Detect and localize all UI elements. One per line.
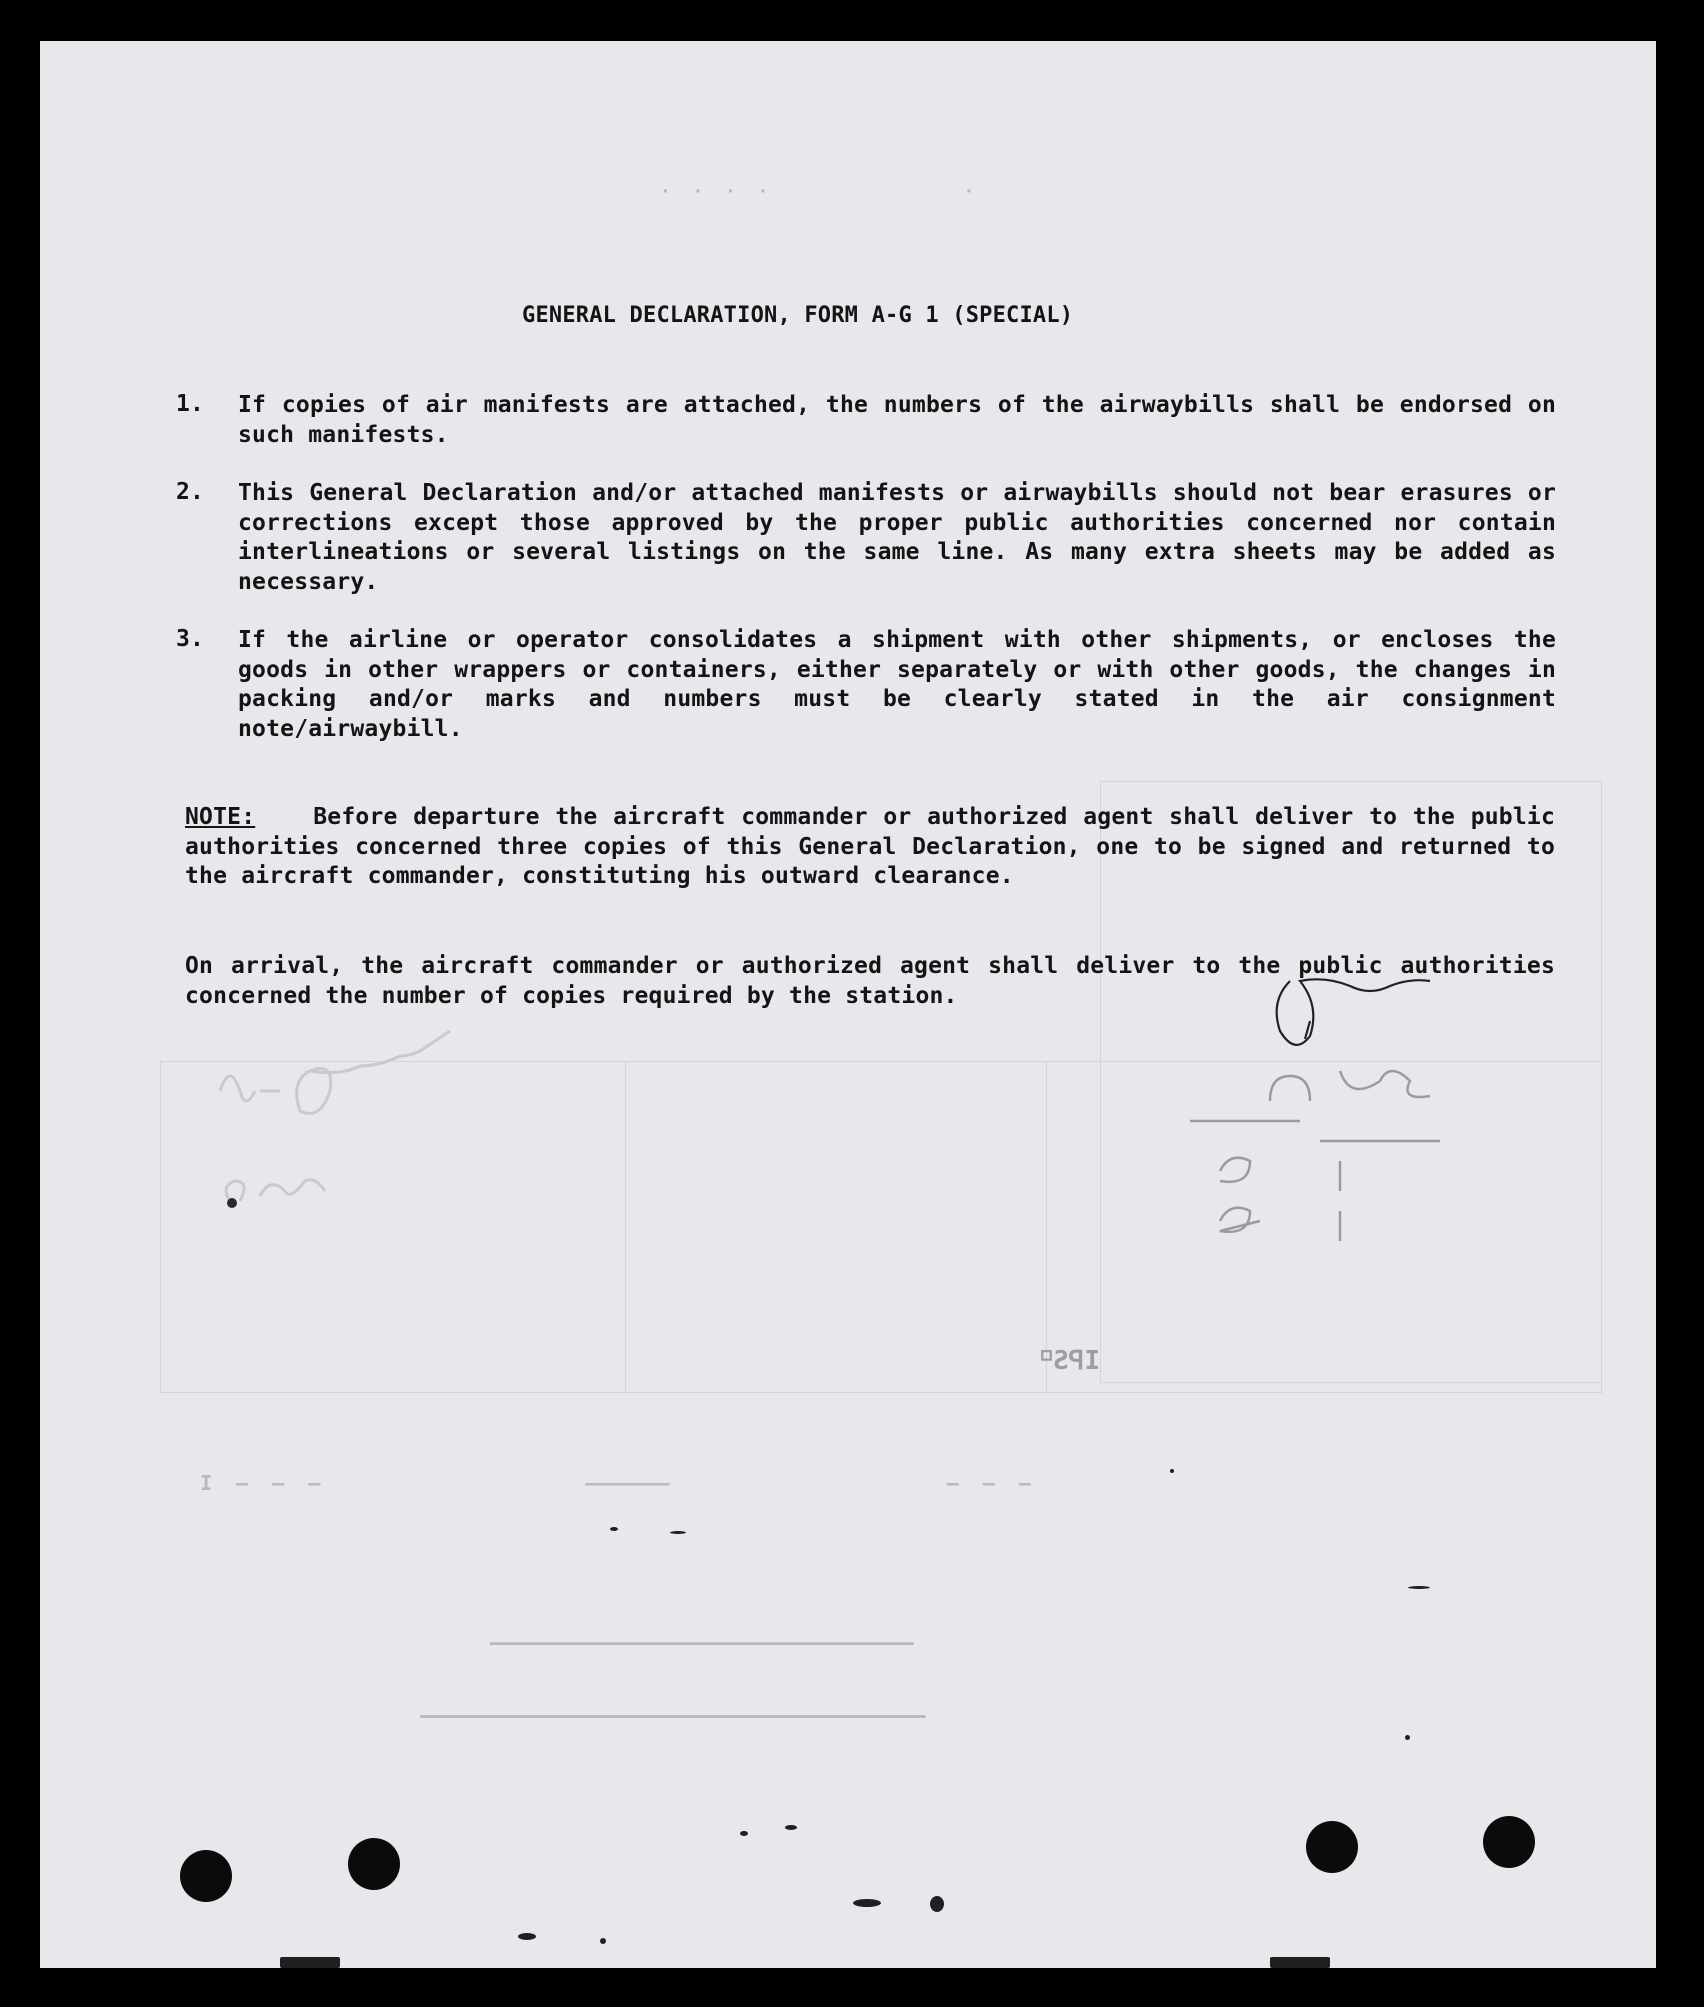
note-label: NOTE: (185, 804, 256, 830)
list-item-number: 3. (176, 626, 205, 652)
bleed-through-text: I – – – ––––––– – – – (200, 1471, 1031, 1495)
scan-speck (610, 1527, 618, 1531)
punch-hole (1306, 1821, 1358, 1873)
list-item-text: If copies of air manifests are attached, the numbers of the airwaybills shall be endorsed on such manifests. (238, 392, 1556, 448)
list-item-text: This General Declaration and/or attached manifests or airwaybills should not bear erasures or corrections except those approved by the proper public authorities concerned nor contain interlineations or several listings on the same line. As many extra sheets may be added as necessary. (238, 480, 1556, 595)
scan-speck (1405, 1735, 1410, 1740)
list-item (176, 391, 1556, 450)
document-sheet (40, 41, 1656, 1968)
document-title: GENERAL DECLARATION, FORM A-G 1 (SPECIAL) (522, 303, 1074, 328)
note-paragraph (185, 803, 1555, 892)
list-item (176, 626, 1556, 744)
scan-speck (1408, 1586, 1430, 1589)
bleed-through-handwriting (200, 1011, 540, 1231)
arrival-paragraph: On arrival, the aircraft commander or authorized agent shall deliver to the public authorities concerned the number of copies required by the station. (185, 953, 1555, 1009)
scan-speck (740, 1831, 748, 1836)
note-text: Before departure the aircraft commander or authorized agent shall deliver to the public authorities concerned three copies of this General Declaration, one to be signed and returned to the aircraft commander, constituting his outward clearance. (185, 804, 1555, 889)
scan-speck (670, 1531, 686, 1534)
scan-speck (280, 1957, 340, 1968)
punch-hole (348, 1838, 400, 1890)
scan-speck (785, 1825, 797, 1830)
scan-speck (930, 1896, 944, 1912)
punch-hole (180, 1850, 232, 1902)
list-item-number: 2. (176, 479, 205, 505)
list-item-text: If the airline or operator consolidates a shipment with other shipments, or encloses the goods in other wrappers or containers, either separately or with other goods, the changes in packing and/or marks and numbers must be clearly stated in the air consignment note/airwaybill. (238, 627, 1556, 742)
list-item-number: 1. (176, 391, 205, 417)
scan-speck (853, 1899, 881, 1907)
scan-speck (600, 1938, 606, 1944)
list-item (176, 479, 1556, 597)
bleed-through-text: –––––––––––––––––––––––––––––––– (490, 1631, 914, 1656)
scan-speck (1170, 1469, 1174, 1473)
bleed-through-text: ––––––––––––––––––––––––––––––––––– (420, 1701, 926, 1729)
bleed-through-box (625, 1061, 1047, 1393)
punch-hole (1483, 1816, 1535, 1868)
scan-speck (1270, 1957, 1330, 1968)
bleed-through-text: ⸋ƧꟼI (1040, 1346, 1100, 1376)
bleed-through-text: · · · · · (660, 181, 975, 202)
scan-speck (518, 1933, 536, 1940)
